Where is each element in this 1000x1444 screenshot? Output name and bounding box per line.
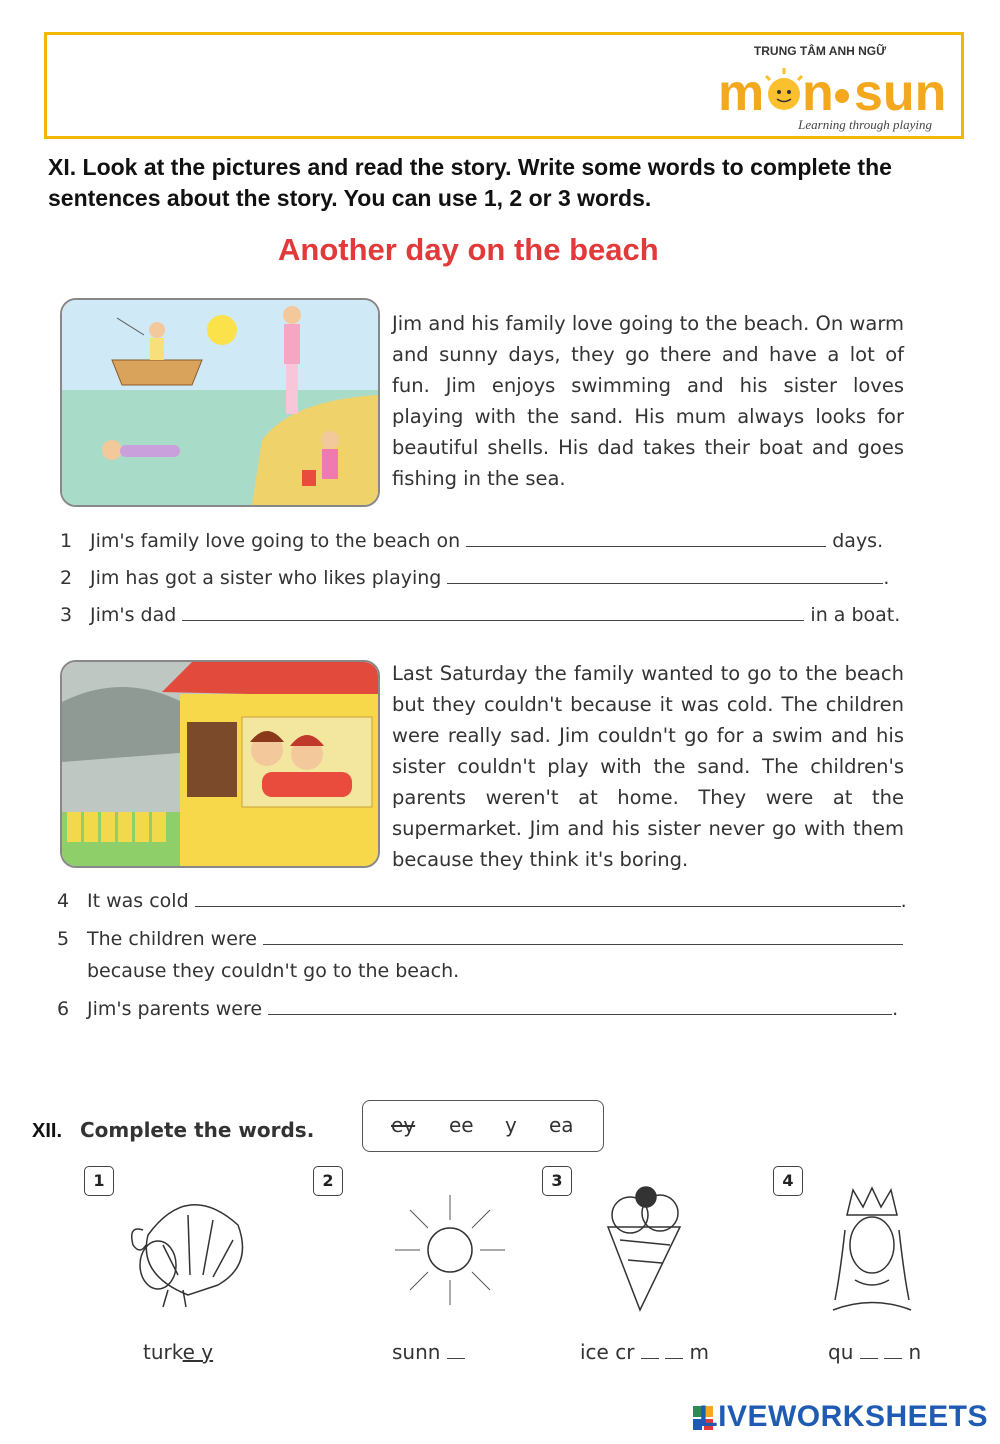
ice-cream-picture	[600, 1185, 690, 1315]
section-xi-label: XI	[48, 154, 70, 180]
logo-top-text: TRUNG TÂM ANH NGỮ	[753, 44, 887, 58]
question-text: The children were	[87, 928, 257, 950]
question-4	[57, 890, 907, 912]
question-number: 2	[60, 567, 73, 589]
house-picture	[60, 660, 380, 868]
answer-blank-4b[interactable]	[884, 1344, 902, 1359]
answer-line-2[interactable]	[447, 569, 883, 584]
question-5	[57, 928, 903, 950]
answer-blank-1[interactable]: e y	[182, 1340, 214, 1364]
section-xii-label: XII.	[32, 1120, 63, 1142]
question-number: 1	[60, 530, 73, 552]
beach-picture	[60, 298, 380, 507]
sun-picture	[385, 1190, 515, 1310]
word-bank-item: ea	[549, 1113, 574, 1137]
word-stem: ice cr	[580, 1340, 635, 1364]
answer-line-5[interactable]	[263, 930, 903, 945]
word-bank-item: y	[505, 1113, 517, 1137]
word-bank-item: ee	[449, 1113, 474, 1137]
word-stem: turk	[143, 1340, 183, 1364]
question-number: 3	[60, 604, 73, 626]
item-number-box: 3	[542, 1166, 572, 1196]
question-text: Jim's parents were	[87, 998, 263, 1020]
word-4	[828, 1340, 921, 1364]
answer-line-1[interactable]	[466, 532, 826, 547]
story-paragraph-1: Jim and his family love going to the beach. On warm and sunny days, they go there and have a lot of fun. Jim enjoys swimming and his sister loves playing with the sand. His mum always looks for beautiful shells. His dad takes their boat and goes fishing in the sea.	[392, 312, 904, 490]
question-2	[60, 567, 889, 589]
question-text: Jim's family love going to the beach on	[90, 530, 461, 552]
monsun-logo	[690, 44, 950, 134]
item-number-box: 4	[773, 1166, 803, 1196]
question-number: 6	[57, 998, 70, 1020]
answer-blank-3a[interactable]	[641, 1344, 659, 1359]
word-bank-item-used: ey	[391, 1113, 416, 1137]
question-text-end: in a boat.	[810, 604, 901, 626]
question-text: Jim's dad	[90, 604, 177, 626]
question-number: 4	[57, 890, 70, 912]
story-paragraph-2: Last Saturday the family wanted to go to the beach but they couldn't because it was cold. The children were really sad. Jim couldn't go for a swim and his sister couldn't play with the sand. The children's parents weren't at home. They were at the supermarket. Jim and his sister never go with them because they think it's boring.	[392, 662, 904, 871]
answer-blank-2[interactable]	[447, 1344, 465, 1359]
word-1	[143, 1340, 213, 1364]
question-text: It was cold	[87, 890, 189, 912]
answer-line-3[interactable]	[182, 606, 804, 621]
answer-blank-4a[interactable]	[860, 1344, 878, 1359]
answer-blank-3b[interactable]	[665, 1344, 683, 1359]
svg-text:m: m	[718, 64, 765, 122]
word-2	[392, 1340, 465, 1364]
logo-tagline: Learning through playing	[798, 117, 932, 132]
word-stem: qu	[828, 1340, 854, 1364]
svg-text:sun: sun	[854, 64, 947, 122]
answer-line-4[interactable]	[195, 892, 901, 907]
item-number-box: 1	[84, 1166, 114, 1196]
answer-line-6[interactable]	[268, 1000, 892, 1015]
section-xi-text: . Look at the pictures and read the story. Write some words to complete the sentences about the story. You can use 1, 2 or 3 words.	[48, 154, 892, 211]
section-xi-instruction	[48, 152, 968, 214]
question-3	[60, 604, 900, 626]
queen-picture	[825, 1185, 920, 1315]
liveworksheets-brand: LIVEWORKSHEETS	[699, 1400, 988, 1433]
word-suffix: n	[908, 1340, 922, 1364]
question-number: 5	[57, 928, 70, 950]
question-text: Jim has got a sister who likes playing	[90, 567, 442, 589]
question-text-end: days.	[832, 530, 884, 552]
question-text-end: .	[883, 567, 890, 589]
item-number-box: 2	[313, 1166, 343, 1196]
section-xii-title: Complete the words.	[80, 1118, 315, 1142]
word-suffix: m	[689, 1340, 709, 1364]
word-stem: sunn	[392, 1340, 441, 1364]
turkey-picture	[118, 1185, 258, 1315]
question-5-continuation: because they couldn't go to the beach.	[87, 960, 460, 982]
word-3	[580, 1340, 709, 1364]
story-title: Another day on the beach	[278, 232, 659, 267]
svg-text:n: n	[802, 64, 834, 122]
question-text-end: .	[892, 998, 899, 1020]
question-text-end: .	[900, 890, 907, 912]
word-bank	[362, 1100, 604, 1152]
question-1	[60, 530, 883, 552]
question-6	[57, 998, 898, 1020]
logo-graphic	[710, 62, 950, 122]
